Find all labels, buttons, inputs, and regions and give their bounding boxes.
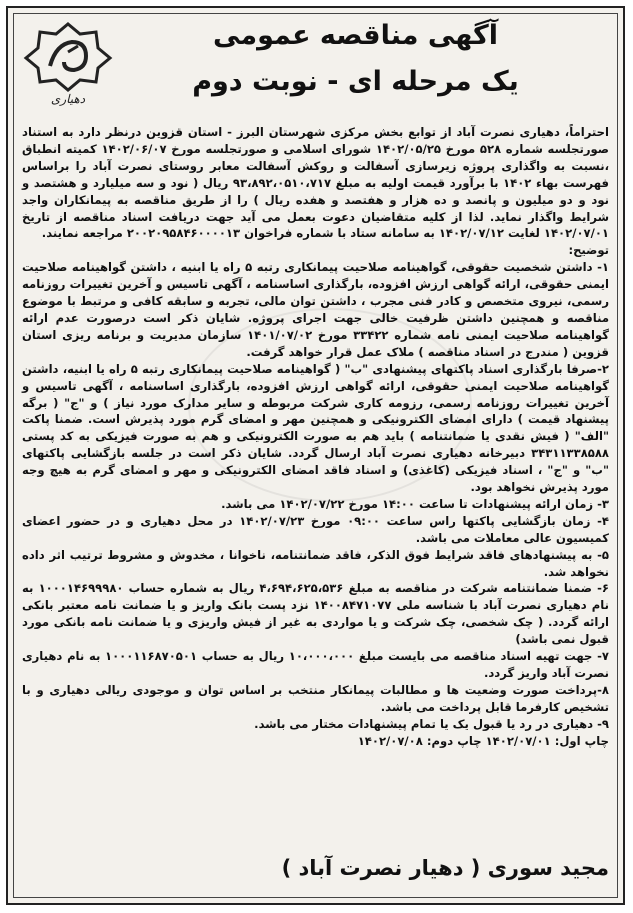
notice-title: آگهی مناقصه عمومی xyxy=(213,20,498,51)
list-item: ۳- زمان ارائه پیشنهادات تا ساعت ۱۴:۰۰ مورخ ۱۴۰۲/۰۷/۲۲ می باشد. xyxy=(221,496,609,511)
dehyari-logo xyxy=(22,22,114,118)
notice-subtitle: یک مرحله ای - نوبت دوم xyxy=(192,66,519,97)
list-item: ۵- به پیشنهادهای فاقد شرایط فوق الذکر، فاقد ضمانتنامه، ناخوانا ، مخدوش و مشروط ترتیب اثر داده نخواهد شد. xyxy=(22,547,609,579)
logo-text: دهیاری xyxy=(50,92,86,106)
list-item: ۱- داشتن شخصیت حقوقی، گواهینامه صلاحیت پیمانکاری رتبه ۵ راه یا ابنیه ، داشتن گواهینامه صلاحیت ایمنی حقوقی، ارائه گواهی ارزش افزوده، بارگذاری اساسنامه ، آگهی تاسیس و آخرین تغییرات روزنامه رسمی، نیروی متخصص و کادر فنی مجرب ، داشتن توان مالی، تجربه و سابقه کافی و مرتبط با موضوع مناقصه و همچنین داشتن ظرفیت خالی جهت اجرای پروژه. شایان ذکر است درصورت عدم ارائه گواهینامه صلاحیت ایمنی نامه شماره ۳۳۴۲۲ مورخ ۱۴۰۱/۰۷/۰۲ سازمان مدیریت و برنامه ریزی استان قزوین ( مندرج در اسناد مناقصه ) ملاک عمل قرار خواهد گرفت. xyxy=(22,260,609,359)
signature: مجید سوری ( دهیار نصرت آباد ) xyxy=(281,856,609,880)
intro-paragraph: احتراماً، دهیاری نصرت آباد از توابع بخش مرکزی شهرستان البرز - استان قزوین درنظر دارد به استناد صورتجلسه شماره ۵۲۸ مورخ ۱۴۰۲/۰۵/۲۵ شورای اسلامی و صورتجلسه مورخ ۱۴۰۲/۰۶/۰۷ کمیته انطباق ،نسبت به واگذاری پروژه زیرسازی آسفالت و روکش آسفالت معابر روستای نصرت آباد را براساس فهرست بهاء ۱۴۰۲ با برآورد قیمت اولیه به مبلغ ۹۳،۸۹۲،۰۵۱۰،۷۱۷ ریال ( نود و سه میلیارد و هشتصد و نود و دو میلیون و پانصد و ده هزار و هفتصد و هفده ریال ) را از طریق مناقصه به پیمانکاران واجد شرایط واگذار نماید. لذا از کلیه متقاضیان دعوت بعمل می آید جهت دریافت اسناد مناقصه از تاریخ ۱۴۰۲/۰۷/۰۱ لغایت ۱۴۰۲/۰۷/۱۲ به سامانه ستاد با شماره فراخوان ۲۰۰۲۰۹۵۸۴۶۰۰۰۰۱۳ مراجعه نمایند. xyxy=(22,125,610,241)
note-label: توضیح: xyxy=(568,243,609,258)
list-item: ۸-پرداخت صورت وضعیت ها و مطالبات پیمانکار منتخب بر اساس توان و موجودی ریالی دهیاری و با تشخیص کارفرما قابل پرداخت می باشد. xyxy=(22,682,609,714)
list-item: ۲-صرفا بارگذاری اسناد پاکتهای پیشنهادی "ب" ( گواهینامه صلاحیت پیمانکاری رتبه ۵ راه یا ابنیه، داشتن گواهینامه صلاحیت ایمنی حقوقی، ارائه گواهی ارزش افزوده، بارگذاری اساسنامه ، آگهی تاسیس و آخرین تغییرات روزنامه رسمی، رزومه کاری شرکت مربوطه و سایر مدارک مورد نیاز ) و "ج" ( برگه پیشنهاد قیمت ) دارای امضای الکترونیکی و همچنین مهر و امضای گرم مورد پذیرش است. ضمنا پاکت "الف" ( فیش نقدی یا ضمانتنامه ) باید هم به صورت الکترونیکی و هم به صورت فیزیکی به کد پستی ۳۴۳۱۱۳۳۸۵۸۸ دبیرخانه دهیاری نصرت آباد ارسال گردد. شایان ذکر است در جلسه بازگشایی پاکتهای "ب" و "ج" ، اسناد فیزیکی (کاغذی) و اسناد فاقد امضای الکترونیکی و مهر و امضای گرم به هیچ وجه مورد پذیرش نخواهد بود. xyxy=(22,361,609,495)
list-item: ۹- دهیاری در رد یا قبول یک یا تمام پیشنهادات مختار می باشد. xyxy=(254,716,609,731)
notice-body xyxy=(22,124,609,750)
print-info: چاپ اول: ۱۴۰۲/۰۷/۰۱ چاپ دوم: ۱۴۰۲/۰۷/۰۸ xyxy=(357,733,609,748)
notice-sheet xyxy=(6,6,625,905)
list-item: ۴- زمان بازگشایی پاکتها راس ساعت ۰۹:۰۰ مورخ ۱۴۰۲/۰۷/۲۳ در محل دهیاری و در حضور اعضای کمیسیون عالی معاملات می باشد. xyxy=(22,513,609,545)
list-item: ۷- جهت تهیه اسناد مناقصه می بایست مبلغ ۱۰،۰۰۰،۰۰۰ ریال به حساب ۱۰۰۰۱۱۶۸۷۰۵۰۱ به نام دهیاری نصرت آباد واریز گردد. xyxy=(22,649,609,680)
list-item: ۶- ضمنا ضمانتنامه شرکت در مناقصه به مبلغ ۴،۶۹۴،۶۲۵،۵۳۶ ریال به شماره حساب ۱۰۰۰۱۴۶۹۹۹۸۰ به نام دهیاری نصرت آباد با شناسه ملی ۱۴۰۰۸۴۷۱۰۷۷ نزد پست بانک واریز و یا ضمانت نامه معتبر بانکی ارائه گردد. ( چک شخصی، چک شرکت و یا مواردی به غیر از فیش واریزی و یا ضمانت نامه بانکی مورد قبول نمی باشد) xyxy=(22,581,609,647)
logo-emblem-icon xyxy=(22,22,114,92)
